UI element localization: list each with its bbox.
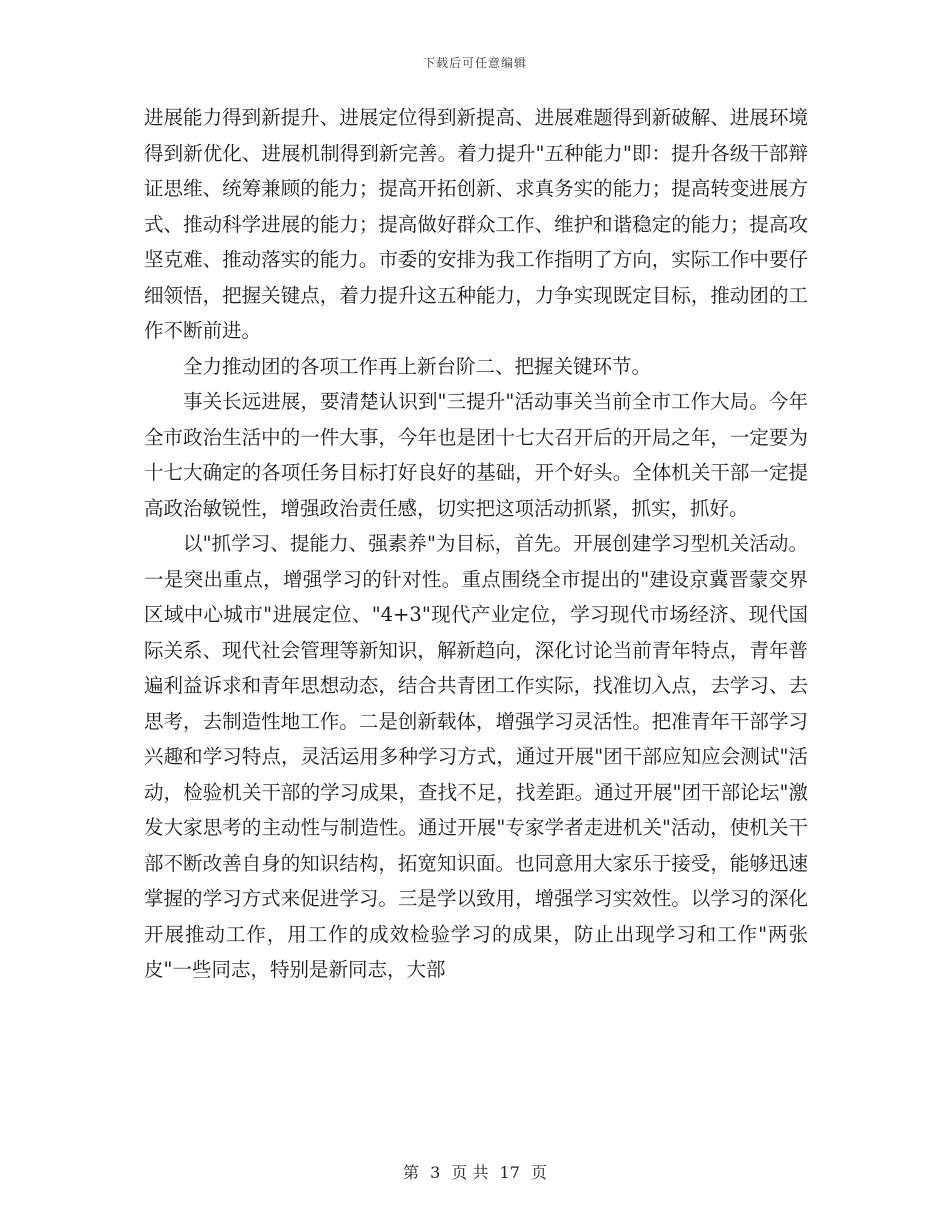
footer-total-pages: 17 [499,1163,520,1182]
document-body [144,100,808,988]
footer-middle: 页 共 [451,1163,489,1182]
footer-prefix: 第 [402,1163,419,1182]
paragraph-2: 全力推动团的各项工作再上新台阶二、把握关键环节。 [183,354,652,378]
paragraph-4: 以"抓学习、提能力、强素养"为目标，首先。开展创建学习型机关活动。一是突出重点，增强学习的针对性。重点围绕全市提出的"建设京冀晋蒙交界区域中心城市"进展定位、"4+3"现代产业定位，学习现代市场经济、现代国际关系、现代社会管理等新知识，解新趋向，深化讨论当前青年特点，青年普遍利益诉求和青年思想动态，结合共青团工作实际，找准切入点，去学习、去思考，去制造性地工作。二是创新载体，增强学习灵活性。把准青年干部学习兴趣和学习特点，灵活运用多种学习方式，通过开展"团干部应知应会测试"活动，检验机关干部的学习成果，查找不足，找差距。通过开展"团干部论坛"激发大家思考的主动性与制造性。通过开展"专家学者走进机关"活动，使机关干部不断改善自身的知识结构，拓宽知识面。也同意用大家乐于接受，能够迅速掌握的学习方式来促进学习。三是学以致用，增强学习实效性。以学习的深化开展推动工作，用工作的成效检验学习的成果，防止出现学习和工作"两张皮"一些同志，特别是新同志，大部 [144,532,808,981]
footer-page-number: 3 [430,1163,441,1182]
paragraph-3: 事关长远进展，要清楚认识到"三提升"活动事关当前全市工作大局。今年全市政治生活中的一件大事，今年也是团十七大召开后的开局之年，一定要为十七大确定的各项任务目标打好良好的基础，开个好头。全体机关干部一定提高政治敏锐性，增强政治责任感，切实把这项活动抓紧，抓实，抓好。 [144,390,808,520]
page-header: 下载后可任意编辑 [422,56,527,70]
paragraph-1: 进展能力得到新提升、进展定位得到新提高、进展难题得到新破解、进展环境得到新优化、进展机制得到新完善。着力提升"五种能力"即：提升各级干部辩证思维、统筹兼顾的能力；提高开拓创新、求真务实的能力；提高转变进展方式、推动科学进展的能力；提高做好群众工作、维护和谐稳定的能力；提高攻坚克难、推动落实的能力。市委的安排为我工作指明了方向，实际工作中要仔细领悟，把握关键点，着力提升这五种能力，力争实现既定目标，推动团的工作不断前进。 [144,106,808,342]
footer-suffix: 页 [531,1163,548,1182]
page-footer [0,1160,950,1183]
